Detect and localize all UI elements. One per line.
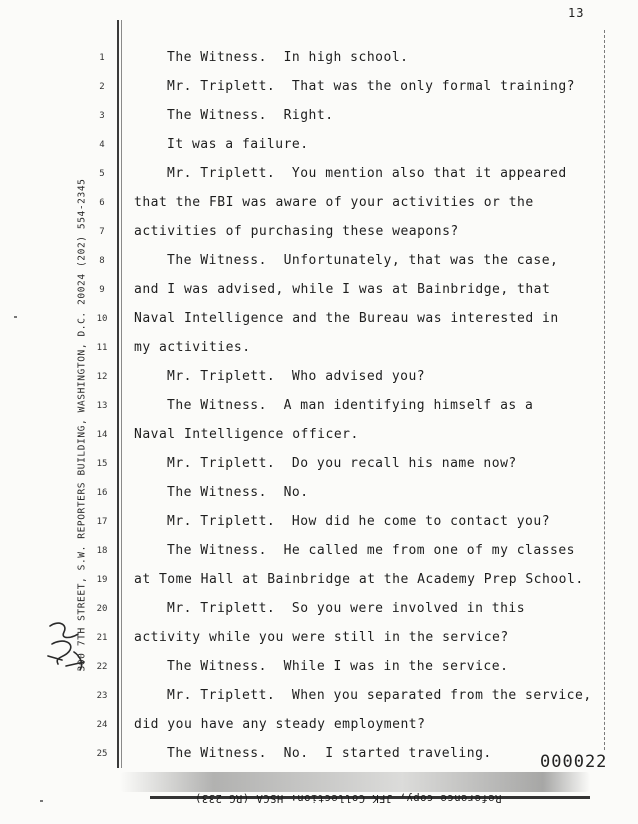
handwritten-mark [44,616,90,676]
line-number: 9 [99,285,105,295]
transcript-line: The Witness. In high school. [167,50,409,65]
document-number: 000022 [540,752,608,772]
transcript-line: The Witness. Right. [167,108,334,123]
transcript-line: The Witness. No. I started traveling. [167,746,492,761]
transcript-line: Mr. Triplett. How did he come to contact you? [167,514,551,529]
transcript-line: The Witness. No. [167,485,309,500]
line-number: 23 [96,691,108,701]
transcript-line: The Witness. A man identifying himself as a [167,398,534,413]
footer-stamp-area [60,768,620,824]
page-number: 13 [568,6,585,20]
line-number: 1 [99,53,105,63]
transcript-line: Mr. Triplett. That was the only formal training? [167,79,576,94]
line-number: 15 [96,459,108,469]
line-number: 22 [96,662,108,672]
transcript-line: The Witness. Unfortunately, that was the case, [167,253,559,268]
line-number: 21 [96,633,108,643]
line-number: 10 [96,314,108,324]
line-number: 14 [96,430,108,440]
line-number: 3 [99,111,105,121]
line-number: 4 [99,140,105,150]
line-number: 13 [96,401,108,411]
transcript-line: It was a failure. [167,137,309,152]
line-number: 5 [99,169,105,179]
transcript-line: Mr. Triplett. So you were involved in this [167,601,526,616]
transcript-line: that the FBI was aware of your activities or the [134,195,534,210]
line-number: 8 [99,256,105,266]
line-number: 18 [96,546,108,556]
transcript-line: activities of purchasing these weapons? [134,224,459,239]
transcript-line: at Tome Hall at Bainbridge at the Academy Prep School. [134,572,584,587]
transcript-line: Naval Intelligence and the Bureau was interested in [134,311,559,326]
line-number: 16 [96,488,108,498]
transcript-line: Mr. Triplett. You mention also that it appeared [167,166,567,181]
line-number: 24 [96,720,108,730]
line-number: 17 [96,517,108,527]
transcript-line: Naval Intelligence officer. [134,427,359,442]
line-number: 11 [96,343,108,353]
transcript-line: The Witness. While I was in the service. [167,659,509,674]
transcript-line: activity while you were still in the service? [134,630,509,645]
transcript-line: my activities. [134,340,251,355]
line-number: 12 [96,372,108,382]
transcript-line: The Witness. He called me from one of my classes [167,543,576,558]
line-number: 19 [96,575,108,585]
line-number: 7 [99,227,105,237]
transcript-line: Mr. Triplett. Do you recall his name now? [167,456,517,471]
line-number: 2 [99,82,105,92]
transcript-line: Mr. Triplett. When you separated from the service, [167,688,592,703]
scan-smear [120,772,590,792]
transcript-line: and I was advised, while I was at Bainbridge, that [134,282,551,297]
line-number: 20 [96,604,108,614]
line-number: 25 [96,749,108,759]
line-number: 6 [99,198,105,208]
reference-copy-stamp: Reference copy, JFK Collection: HSCA (RG 233) [194,792,502,804]
reporter-address-margin: 300 7TH STREET, S.W. REPORTERS BUILDING, WASHINGTON, D.C. 20024 (202) 554-2345 [76,178,88,672]
transcript-line: Mr. Triplett. Who advised you? [167,369,426,384]
transcript-line: did you have any steady employment? [134,717,426,732]
